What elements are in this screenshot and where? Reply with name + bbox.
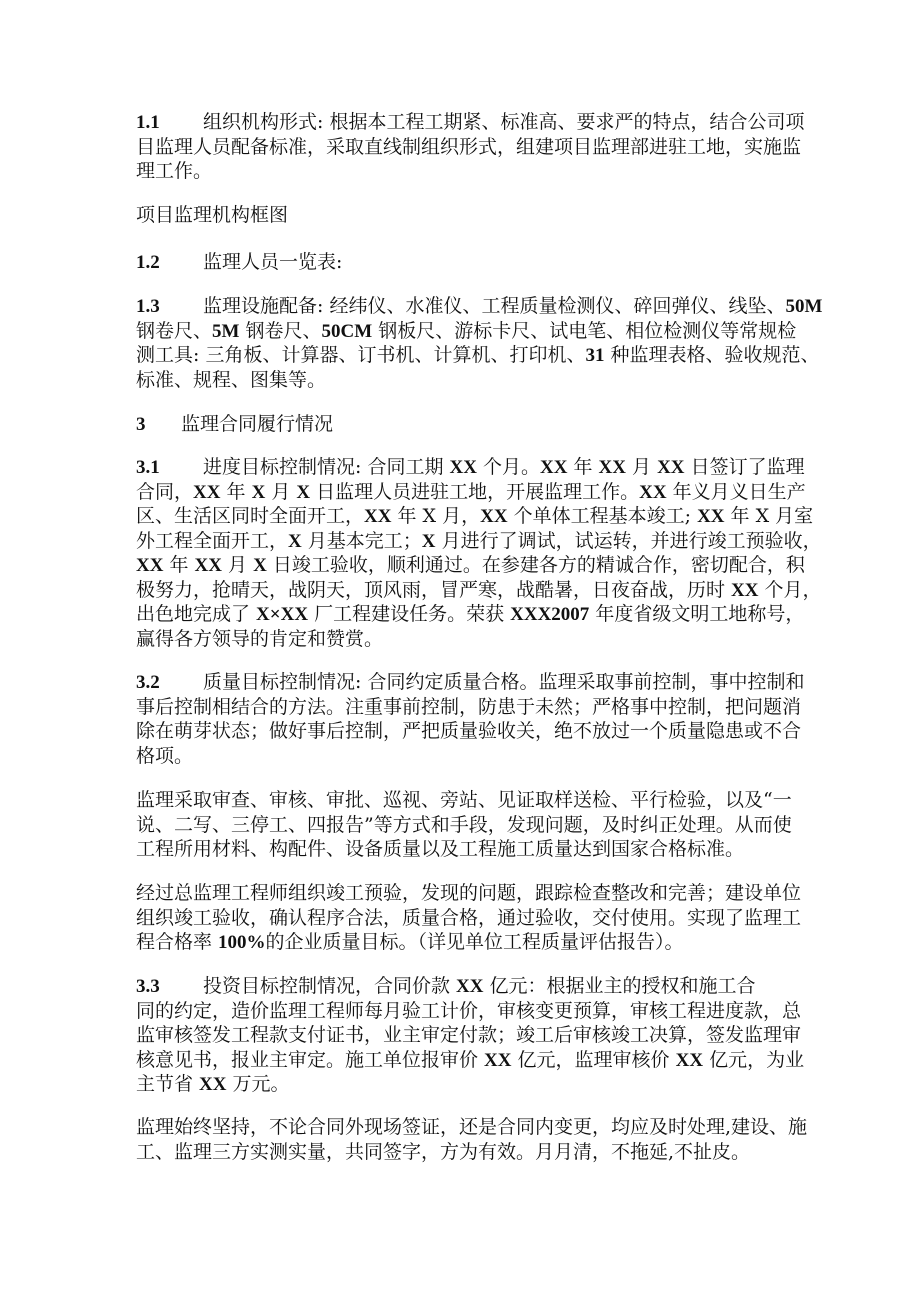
text: 区、生活区同时全面开工，: [136, 505, 365, 527]
text-line: [136, 578, 822, 603]
text: 格项。: [136, 744, 194, 767]
text: 日签订了监理: [684, 456, 805, 478]
text: 的企业质量目标。（详见单位工程质量评估报告）。: [265, 931, 684, 953]
bold-text: X×XX: [256, 604, 309, 625]
text-line: [136, 744, 806, 769]
text: 极努力，抢晴天，战阴天，顶风雨，冒严寒，战酷暑，日夜奋战，历时: [136, 578, 732, 601]
paragraph-1-1: [136, 110, 806, 184]
text-line: [136, 1023, 806, 1048]
text-line: [136, 250, 806, 275]
paragraph-3: [136, 412, 806, 437]
text-line: [136, 1140, 806, 1165]
text: 进度目标控制情况: 合同工期: [203, 456, 450, 478]
section-number: 1.3: [136, 296, 160, 317]
text: 目监理人员配备标准，采取直线制组织形式，组建项目监理部进驻工地，实施监: [136, 135, 802, 158]
text: 监理设施配备: 经纬仪、水准仪、工程质量检测仪、碎回弹仪、线坠、: [203, 295, 786, 317]
text: 质量目标控制情况: 合同约定质量合格。监理采取事前控制，事中控制和: [203, 671, 805, 693]
text-line: [136, 319, 806, 344]
text-line: [136, 930, 806, 955]
paragraph-acceptance: [136, 881, 806, 955]
text: 亿元：根据业主的授权和施工合: [483, 975, 756, 997]
bold-text: XX: [539, 457, 568, 478]
bold-text: 50CM: [321, 320, 373, 342]
section-number: 1.2: [136, 252, 160, 273]
text: 工程所用材料、构配件、设备质量以及工程施工质量达到国家合格标准。: [136, 838, 745, 860]
text-line: [136, 695, 806, 720]
text-line: [136, 553, 806, 578]
text-line: [136, 480, 806, 505]
text-line: [136, 627, 806, 652]
text-line: [136, 906, 806, 931]
text-line: [136, 294, 823, 319]
text: 经过总监理工程师组织竣工预验，发现的问题，跟踪检查整改和完善；建设单位: [136, 882, 802, 904]
text: 月: [625, 456, 658, 478]
bold-text: XX: [731, 579, 759, 601]
text: 日竣工验收，顺利通过。在参建各方的精诚合作，密切配合，积: [266, 554, 805, 576]
text-line: [136, 602, 806, 627]
section-number: 1.1: [136, 112, 160, 133]
bold-text: X: [253, 555, 267, 576]
text: 钢卷尺、: [239, 319, 322, 342]
bold-text: 31: [585, 345, 605, 366]
text-line: [136, 974, 806, 999]
text-line: [136, 529, 822, 554]
text: 钢卷尺、: [136, 319, 213, 342]
text: 年度省级文明工地称号，: [589, 603, 805, 625]
text-line: [136, 203, 806, 228]
text: 测工具: 三角板、计算器、订书机、计算机、打印机、: [136, 344, 586, 366]
text: 钢板尺、游标卡尺、试电笔、相位检测仪等常规检: [372, 319, 797, 342]
bold-text: XX: [193, 481, 221, 503]
text-line: [136, 1048, 806, 1073]
text: 万元。: [226, 1073, 290, 1095]
text: 标准、规程、图集等。: [136, 368, 327, 391]
text-line: [136, 813, 806, 838]
text: 个月，: [758, 578, 822, 601]
bold-text: XX: [639, 481, 667, 503]
text: 主节省: [136, 1073, 200, 1095]
text: 月: [265, 480, 297, 503]
paragraph-3-2: [136, 670, 806, 768]
text: 组织机构形式: 根据本工程工期紧、标准高、要求严的特点，结合公司项: [203, 111, 805, 133]
text-line: [136, 1072, 806, 1097]
section-number: 3.2: [136, 672, 160, 693]
text-line: [136, 455, 806, 480]
text: 个单体工程基本竣工;: [507, 505, 698, 527]
text: 除在萌芽状态；做好事后控制，严把质量验收关，绝不放过一个质量隐患或不合: [136, 720, 802, 742]
bold-text: XX: [194, 555, 222, 576]
text: 厂工程建设任务。荣获: [308, 603, 511, 625]
paragraph-1-3: [136, 294, 823, 392]
text: 出色地完成了: [136, 603, 257, 625]
text: 赢得各方领导的肯定和赞赏。: [136, 627, 384, 650]
bold-text: XX: [598, 457, 626, 478]
bold-text: XX: [697, 506, 725, 527]
text: 个月。: [476, 456, 540, 478]
text-line: [136, 670, 806, 695]
text-line: [136, 719, 806, 744]
text-line: [136, 343, 820, 368]
text-line: [136, 412, 806, 437]
text: 工、监理三方实测实量，共同签字，方为有效。月月清，不拖延,不扯皮。: [136, 1140, 751, 1163]
paragraph-methods: [136, 788, 806, 862]
text: 种监理表格、验收规范、: [604, 344, 820, 366]
text: 组织竣工验收，确认程序合法，质量合格，通过验收，交付使用。实现了监理工: [136, 906, 802, 929]
text: 年: [163, 554, 195, 576]
text-line: [136, 135, 806, 160]
text: 年义月义日生产: [666, 480, 806, 503]
paragraph-org-chart: [136, 203, 806, 228]
bold-text: XX: [364, 506, 392, 527]
bold-text: XX: [675, 1049, 704, 1071]
bold-text: X: [296, 481, 311, 503]
text: 年 X 月室: [724, 505, 814, 527]
text-line: [136, 159, 806, 184]
bold-text: XX: [136, 555, 164, 576]
text: 程合格率: [136, 931, 219, 953]
text: 亿元，监理审核价: [511, 1048, 676, 1071]
bold-text: XX: [199, 1074, 227, 1095]
paragraph-visa: [136, 1115, 806, 1164]
text: 项目监理机构框图: [136, 204, 289, 226]
text-line: [136, 368, 806, 393]
text: 年 X 月，: [391, 505, 481, 527]
text: 月基本完工；: [301, 529, 422, 552]
text-line: [136, 504, 814, 529]
paragraph-3-3: [136, 974, 806, 1097]
bold-text: XX: [449, 457, 477, 478]
text: 核意见书，报业主审定。施工单位报审价: [136, 1048, 485, 1071]
bold-text: XX: [484, 1049, 512, 1071]
text: 监理始终坚持，不论合同外现场签证，还是合同内变更，均应及时处理,建设、施: [136, 1116, 808, 1138]
text: 月: [222, 554, 254, 576]
bold-text: XX: [657, 457, 685, 478]
text: 亿元，为业: [703, 1048, 805, 1071]
paragraph-1-2: [136, 250, 806, 275]
text: 监理合同履行情况: [181, 413, 334, 435]
text: 监理采取审查、审核、审批、巡视、旁站、见证取样送检、平行检验，以及“一: [136, 789, 792, 811]
section-number: 3.3: [136, 976, 160, 997]
text-line: [136, 881, 806, 906]
text-line: [136, 837, 806, 862]
text: 投资目标控制情况，合同价款: [203, 975, 457, 997]
text-line: [136, 110, 806, 135]
bold-text: XX: [456, 976, 484, 997]
text-line: [136, 1115, 806, 1140]
text: 理工作。: [136, 160, 213, 182]
bold-text: XX: [480, 506, 508, 527]
bold-text: X: [251, 481, 266, 503]
bold-text: 50M: [785, 296, 823, 317]
paragraph-3-1: [136, 455, 822, 651]
text: 说、二写、三停工、四报告”等方式和手段，发现问题，及时纠正处理。从而使: [136, 813, 792, 836]
bold-text: XXX2007: [510, 604, 590, 625]
bold-text: 5M: [212, 320, 240, 342]
text: 合同，: [136, 480, 194, 503]
text: 年: [220, 480, 252, 503]
text: 同的约定，造价监理工程师每月验工计价，审核变更预算，审核工程进度款，总: [136, 999, 802, 1022]
text-line: [136, 788, 806, 813]
text-line: [136, 999, 806, 1024]
text: 事后控制相结合的方法。注重事前控制，防患于未然；严格事中控制，把问题消: [136, 695, 802, 718]
section-number: 3: [136, 414, 146, 435]
section-number: 3.1: [136, 457, 160, 478]
text: 月进行了调试，试运转，并进行竣工预验收，: [435, 529, 822, 552]
text: 监审核签发工程款支付证书，业主审定付款；竣工后审核竣工决算，签发监理审: [136, 1024, 802, 1046]
text: 日监理人员进驻工地，开展监理工作。: [310, 480, 640, 503]
bold-text: X: [421, 530, 436, 552]
text: 监理人员一览表:: [203, 251, 343, 273]
text: 外工程全面开工，: [136, 529, 289, 552]
bold-text: 100%: [218, 932, 266, 953]
text: 年: [567, 456, 599, 478]
bold-text: X: [288, 530, 302, 552]
